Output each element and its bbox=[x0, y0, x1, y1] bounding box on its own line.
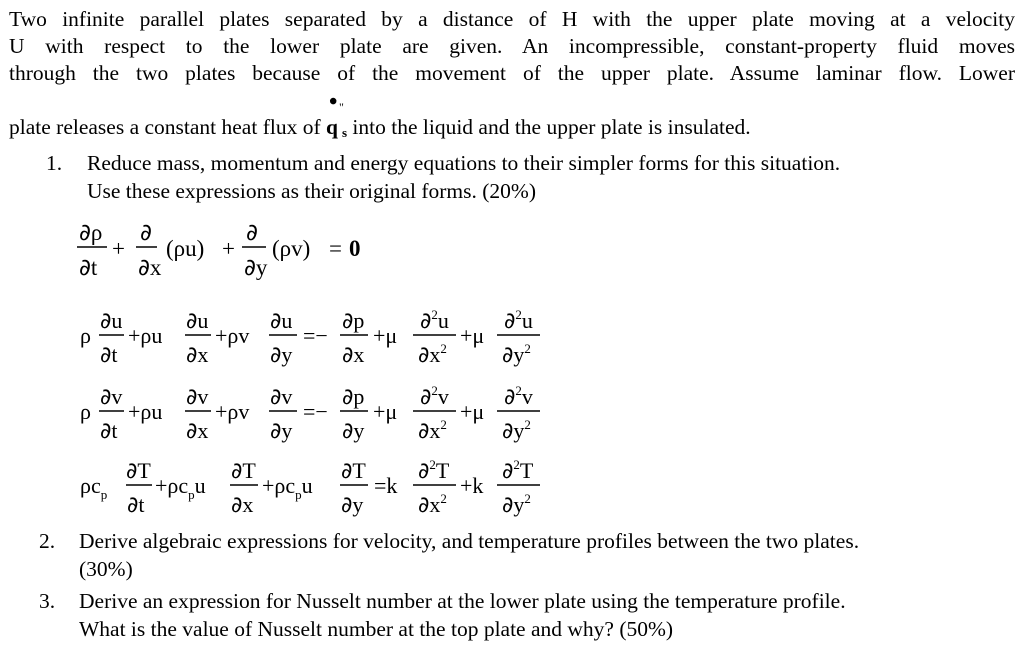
svg-text:∂y2: $\partial y^2$ bbox=[502, 491, 531, 518]
svg-text:∂y: ∂y bbox=[270, 342, 293, 368]
question-2-number: 2. bbox=[39, 529, 56, 553]
svg-text:=: = bbox=[329, 236, 342, 261]
svg-text:+ρv: +ρv bbox=[215, 399, 250, 424]
svg-text:ρ: ρ bbox=[80, 399, 91, 424]
svg-text:∂t: ∂t bbox=[127, 492, 145, 518]
y-momentum-equation bbox=[80, 383, 533, 444]
x-momentum-equation bbox=[80, 307, 533, 368]
svg-text:∂u: ∂u bbox=[100, 308, 123, 334]
svg-text:∂y: ∂y bbox=[270, 418, 293, 444]
svg-text:∂x2: $\partial x^2$ bbox=[418, 341, 447, 368]
svg-text:+μ: +μ bbox=[460, 399, 485, 424]
intro-line-4-before: plate releases a constant heat flux of bbox=[9, 115, 326, 139]
svg-text:∂T: ∂T bbox=[341, 458, 366, 484]
svg-text:∂2v: ∂$^2$v bbox=[420, 383, 449, 410]
svg-text:+μ: +μ bbox=[373, 323, 398, 348]
svg-text:∂2u: ∂$^2$u bbox=[504, 307, 533, 334]
energy-equation bbox=[80, 457, 534, 518]
svg-text:=k: =k bbox=[374, 473, 398, 498]
svg-text:∂2u: ∂$^2$u bbox=[420, 307, 449, 334]
intro-line-1: Two infinite parallel plates separated by a distance of H with the upper plate moving at a velocity bbox=[9, 7, 1015, 31]
intro-line-4-after: into the liquid and the upper plate is insulated. bbox=[347, 115, 751, 139]
question-1-line-1: Reduce mass, momentum and energy equations to their simpler forms for this situation. bbox=[87, 151, 841, 175]
svg-text:∂: ∂ bbox=[246, 220, 258, 246]
question-3-number: 3. bbox=[39, 589, 56, 613]
svg-text:∂: ∂ bbox=[140, 220, 152, 246]
svg-text:+μ: +μ bbox=[373, 399, 398, 424]
svg-text:∂u: ∂u bbox=[186, 308, 209, 334]
question-3-line-1: Derive an expression for Nusselt number at the lower plate using the temperature profile. bbox=[79, 589, 846, 613]
svg-text:∂p: ∂p bbox=[342, 384, 365, 410]
svg-text:ρcp: $\rho c_p$ bbox=[80, 473, 108, 502]
heat-flux-symbol: q • " bbox=[326, 89, 344, 139]
svg-text:∂x2: $\partial x^2$ bbox=[418, 417, 447, 444]
svg-text:∂x: ∂x bbox=[342, 342, 365, 368]
svg-text:+ρu: +ρu bbox=[128, 323, 163, 348]
svg-text:∂y: ∂y bbox=[244, 255, 268, 281]
svg-text:(ρv): (ρv) bbox=[272, 236, 311, 261]
question-1-number: 1. bbox=[46, 151, 63, 175]
svg-text:+ρv: +ρv bbox=[215, 323, 250, 348]
svg-text:∂2v: ∂$^2$v bbox=[504, 383, 533, 410]
svg-text:∂t: ∂t bbox=[100, 418, 118, 444]
svg-text:∂v: ∂v bbox=[270, 384, 293, 410]
svg-text:∂p: ∂p bbox=[342, 308, 365, 334]
svg-text:∂x: ∂x bbox=[186, 418, 209, 444]
svg-text:=−: =− bbox=[303, 323, 328, 348]
svg-text:∂x2: $\partial x^2$ bbox=[418, 491, 447, 518]
svg-text:0: 0 bbox=[349, 236, 361, 261]
svg-text:∂t: ∂t bbox=[100, 342, 118, 368]
question-1-line-2: Use these expressions as their original forms. (20%) bbox=[87, 179, 537, 203]
intro-line-2: U with respect to the lower plate are given. An incompressible, constant-property fluid moves bbox=[9, 34, 1015, 58]
svg-text:∂v: ∂v bbox=[100, 384, 123, 410]
svg-text:∂T: ∂T bbox=[126, 458, 151, 484]
heat-flux-dot: • bbox=[329, 89, 338, 115]
svg-text:+ρcpu: $+\rho c_pu$ bbox=[262, 473, 313, 502]
svg-text:∂x: ∂x bbox=[138, 255, 162, 281]
svg-text:∂2T: ∂$^2$T bbox=[418, 457, 450, 484]
svg-text:∂2T: ∂$^2$T bbox=[502, 457, 534, 484]
svg-text:+ρu: +ρu bbox=[128, 399, 163, 424]
question-2-line-1: Derive algebraic expressions for velocity, and temperature profiles between the two plates. bbox=[79, 529, 860, 553]
svg-text:∂y2: $\partial y^2$ bbox=[502, 417, 531, 444]
question-2-line-2: (30%) bbox=[79, 557, 133, 581]
svg-text:∂v: ∂v bbox=[186, 384, 209, 410]
svg-text:∂ρ: ∂ρ bbox=[79, 220, 103, 246]
svg-text:∂y: ∂y bbox=[342, 418, 365, 444]
svg-text:∂T: ∂T bbox=[231, 458, 256, 484]
svg-text:∂y2: $\partial y^2$ bbox=[502, 341, 531, 368]
svg-text:∂u: ∂u bbox=[270, 308, 293, 334]
svg-text:∂x: ∂x bbox=[186, 342, 209, 368]
heat-flux-primes: " bbox=[339, 100, 344, 114]
intro-line-3: through the two plates because of the movement of the upper plate. Assume laminar flow. Lower bbox=[9, 61, 1015, 85]
heat-flux-subscript: s bbox=[341, 125, 348, 140]
svg-text:+: + bbox=[222, 236, 235, 261]
svg-text:(ρu): (ρu) bbox=[166, 236, 205, 261]
svg-text:+ρcpu: $+\rho c_pu$ bbox=[155, 473, 206, 502]
svg-text:ρ: ρ bbox=[80, 323, 91, 348]
svg-text:∂t: ∂t bbox=[79, 255, 98, 281]
svg-text:∂y: ∂y bbox=[341, 492, 364, 518]
svg-text:+k: +k bbox=[460, 473, 484, 498]
continuity-equation bbox=[79, 220, 361, 281]
svg-text:∂x: ∂x bbox=[231, 492, 254, 518]
svg-text:+μ: +μ bbox=[460, 323, 485, 348]
svg-text:+: + bbox=[112, 236, 125, 261]
question-3-line-2: What is the value of Nusselt number at the top plate and why? (50%) bbox=[79, 617, 674, 641]
svg-text:=−: =− bbox=[303, 399, 328, 424]
